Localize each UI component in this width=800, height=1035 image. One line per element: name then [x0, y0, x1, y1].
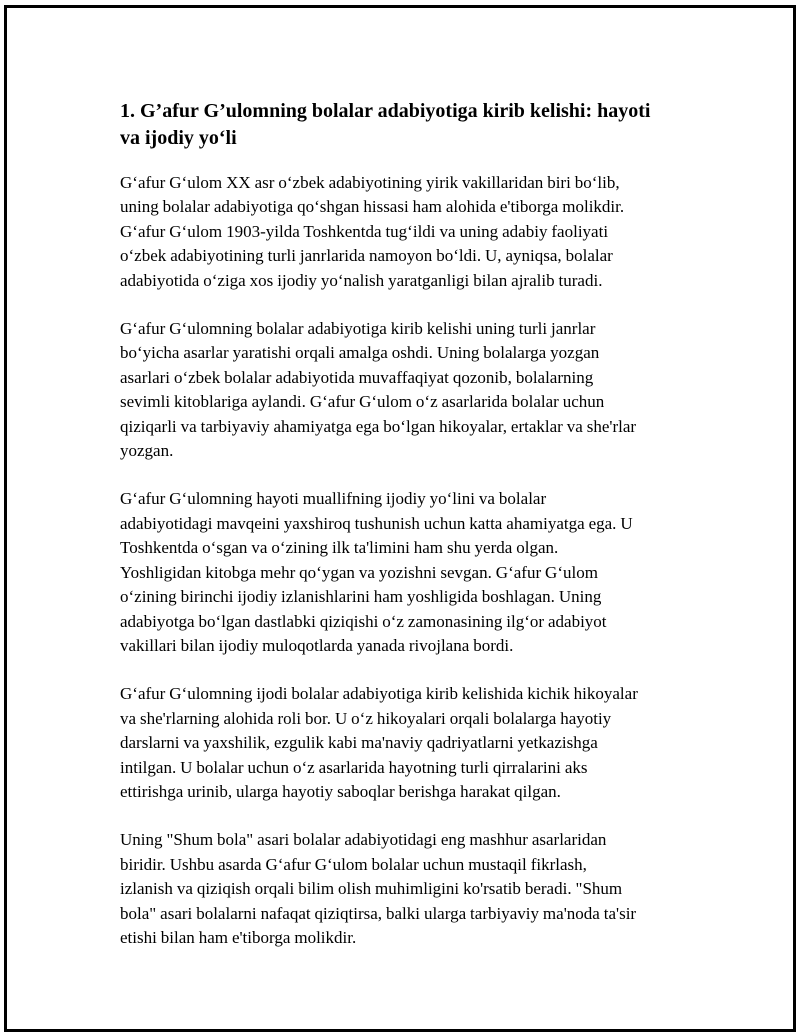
text-line: Toshkentda o‘sgan va o‘zining ilk ta'limini ham shu yerda olgan. — [120, 538, 559, 558]
text-line: adabiyotga bo‘lgan dastlabki qiziqishi o‘z zamonasining ilg‘or adabiyot — [120, 611, 607, 631]
text-line: vakillari bilan ijodiy muloqotlarda yanada rivojlana bordi. — [120, 635, 514, 655]
text-line: adabiyotidagi mavqeini yaxshiroq tushunish uchun katta ahamiyatga ega. U — [120, 513, 633, 533]
heading-line: va ijodiy yo‘li — [120, 127, 237, 149]
page-border — [4, 5, 796, 1032]
paragraph-5 — [120, 828, 700, 950]
section-heading — [120, 98, 700, 152]
text-line: adabiyotida o‘ziga xos ijodiy yo‘nalish yaratganligi bilan ajralib turadi. — [120, 270, 603, 290]
text-line: ettirishga urinib, ularga hayotiy saboqlar berishga harakat qilgan. — [120, 781, 561, 801]
text-line: o‘zining birinchi ijodiy izlanishlarini ham yoshligida boshlagan. Uning — [120, 587, 602, 607]
text-line: asarlari o‘zbek bolalar adabiyotida muvaffaqiyat qozonib, bolalarning — [120, 367, 594, 387]
text-line: G‘afur G‘ulom 1903-yilda Toshkentda tug‘ildi va uning adabiy faoliyati — [120, 221, 609, 241]
paragraph-3 — [120, 487, 700, 658]
text-line: G‘afur G‘ulomning hayoti muallifning ijodiy yo‘lini va bolalar — [120, 489, 547, 509]
text-line: G‘afur G‘ulomning ijodi bolalar adabiyotiga kirib kelishida kichik hikoyalar — [120, 684, 638, 704]
text-line: Uning "Shum bola" asari bolalar adabiyotidagi eng mashhur asarlaridan — [120, 830, 607, 850]
text-line: o‘zbek adabiyotining turli janrlarida namoyon bo‘ldi. U, ayniqsa, bolalar — [120, 246, 613, 266]
text-line: uning bolalar adabiyotiga qo‘shgan hissasi ham alohida e'tiborga molikdir. — [120, 197, 625, 217]
text-line: darslarni va yaxshilik, ezgulik kabi ma'naviy qadriyatlarni yetkazishga — [120, 733, 598, 753]
text-line: bo‘yicha asarlar yaratishi orqali amalga oshdi. Uning bolalarga yozgan — [120, 343, 600, 363]
text-line: G‘afur G‘ulomning bolalar adabiyotiga kirib kelishi uning turli janrlar — [120, 319, 596, 339]
text-line: bola" asari bolalarni nafaqat qiziqtirsa, balki ularga tarbiyaviy ma'noda ta'sir — [120, 903, 637, 923]
text-line: etishi bilan ham e'tiborga molikdir. — [120, 927, 357, 947]
text-line: sevimli kitoblariga aylandi. G‘afur G‘ulom o‘z asarlarida bolalar uchun — [120, 392, 605, 412]
text-line: yozgan. — [120, 441, 174, 461]
heading-line: 1. G’afur G’ulomning bolalar adabiyotiga kirib kelishi: hayoti — [120, 100, 651, 122]
document-body — [120, 98, 700, 974]
text-line: intilgan. U bolalar uchun o‘z asarlarida hayotning turli qirralarini aks — [120, 757, 588, 777]
text-line: biridir. Ushbu asarda G‘afur G‘ulom bolalar uchun mustaqil fikrlash, — [120, 854, 587, 874]
text-line: qiziqarli va tarbiyaviy ahamiyatga ega bo‘lgan hikoyalar, ertaklar va she'rlar — [120, 416, 637, 436]
text-line: va she'rlarning alohida roli bor. U o‘z hikoyalari orqali bolalarga hayotiy — [120, 708, 612, 728]
paragraph-4 — [120, 682, 700, 804]
text-line: Yoshligidan kitobga mehr qo‘ygan va yozishni sevgan. G‘afur G‘ulom — [120, 562, 598, 582]
text-line: G‘afur G‘ulom XX asr o‘zbek adabiyotining yirik vakillaridan biri bo‘lib, — [120, 173, 620, 192]
paragraph-2 — [120, 317, 700, 463]
paragraph-1 — [120, 171, 700, 293]
text-line: izlanish va qiziqish orqali bilim olish muhimligini ko'rsatib beradi. "Shum — [120, 879, 623, 899]
